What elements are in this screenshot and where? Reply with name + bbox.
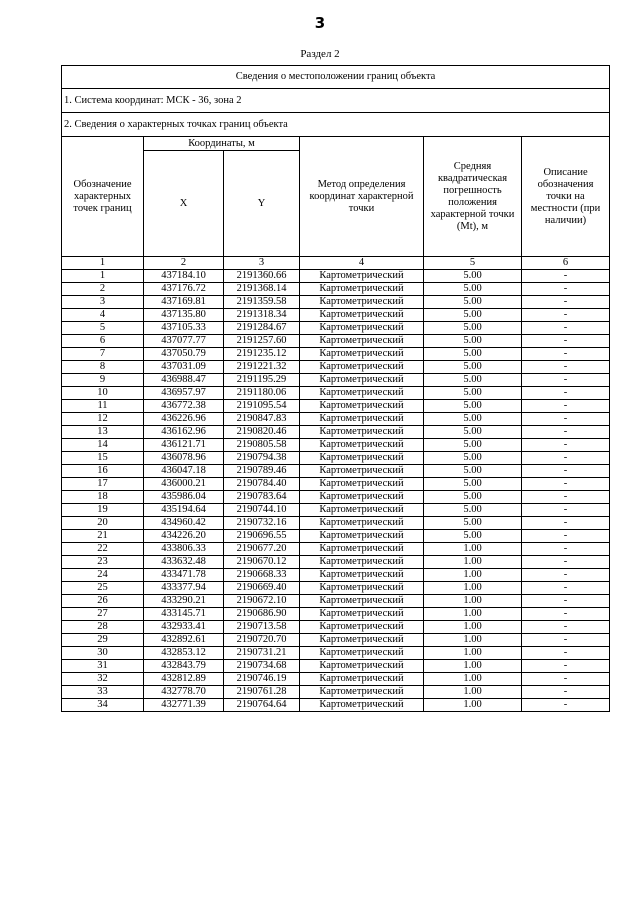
- table-row: [62, 452, 610, 465]
- table-title: Сведения о местоположении границ объекта: [62, 66, 610, 89]
- table-row: [62, 270, 610, 283]
- cell-error: 5.00: [424, 400, 522, 413]
- cell-point: 34: [62, 699, 144, 712]
- table-row: [62, 634, 610, 647]
- section-label: Раздел 2: [300, 48, 340, 60]
- table-row: [62, 686, 610, 699]
- cell-x: 437050.79: [144, 348, 224, 361]
- cell-y: 2190670.12: [224, 556, 300, 569]
- cell-point: 19: [62, 504, 144, 517]
- cell-x: 433806.33: [144, 543, 224, 556]
- cell-method: Картометрический: [300, 452, 424, 465]
- table-row: [62, 621, 610, 634]
- table-row: [62, 504, 610, 517]
- cell-method: Картометрический: [300, 595, 424, 608]
- cell-description: -: [522, 699, 610, 712]
- cell-x: 437176.72: [144, 283, 224, 296]
- cell-method: Картометрический: [300, 530, 424, 543]
- cell-error: 5.00: [424, 504, 522, 517]
- cell-y: 2190713.58: [224, 621, 300, 634]
- cell-error: 5.00: [424, 491, 522, 504]
- cell-error: 5.00: [424, 452, 522, 465]
- cell-y: 2190668.33: [224, 569, 300, 582]
- cell-point: 33: [62, 686, 144, 699]
- table-row: [62, 465, 610, 478]
- cell-description: -: [522, 439, 610, 452]
- table-row: [62, 361, 610, 374]
- cell-y: 2191360.66: [224, 270, 300, 283]
- column-number: 6: [522, 257, 610, 270]
- cell-y: 2190789.46: [224, 465, 300, 478]
- cell-x: 436226.96: [144, 413, 224, 426]
- cell-error: 1.00: [424, 686, 522, 699]
- cell-description: -: [522, 543, 610, 556]
- table-row: [62, 608, 610, 621]
- cell-description: -: [522, 582, 610, 595]
- cell-method: Картометрический: [300, 686, 424, 699]
- cell-point: 2: [62, 283, 144, 296]
- cell-x: 435986.04: [144, 491, 224, 504]
- cell-description: -: [522, 634, 610, 647]
- cell-method: Картометрический: [300, 309, 424, 322]
- cell-error: 5.00: [424, 361, 522, 374]
- cell-method: Картометрический: [300, 335, 424, 348]
- cell-y: 2191195.29: [224, 374, 300, 387]
- table-row: [62, 348, 610, 361]
- cell-method: Картометрический: [300, 296, 424, 309]
- cell-method: Картометрический: [300, 387, 424, 400]
- table-row: [62, 660, 610, 673]
- cell-y: 2191221.32: [224, 361, 300, 374]
- column-number: 4: [300, 257, 424, 270]
- coord-system-row: [62, 89, 610, 113]
- cell-x: 436988.47: [144, 374, 224, 387]
- table-row: [62, 283, 610, 296]
- cell-x: 432771.39: [144, 699, 224, 712]
- column-number: 2: [144, 257, 224, 270]
- cell-description: -: [522, 569, 610, 582]
- table-row: [62, 439, 610, 452]
- cell-y: 2190784.40: [224, 478, 300, 491]
- cell-description: -: [522, 322, 610, 335]
- cell-description: -: [522, 595, 610, 608]
- cell-point: 12: [62, 413, 144, 426]
- cell-method: Картометрический: [300, 283, 424, 296]
- cell-point: 27: [62, 608, 144, 621]
- cell-error: 5.00: [424, 530, 522, 543]
- table-row: [62, 335, 610, 348]
- cell-description: -: [522, 478, 610, 491]
- points-header-row: [62, 113, 610, 137]
- cell-x: 433377.94: [144, 582, 224, 595]
- cell-x: 437169.81: [144, 296, 224, 309]
- cell-point: 26: [62, 595, 144, 608]
- cell-error: 5.00: [424, 348, 522, 361]
- table-row: [62, 296, 610, 309]
- col-method-header: Метод определения координат характерной точки: [300, 137, 424, 257]
- cell-error: 5.00: [424, 478, 522, 491]
- cell-error: 5.00: [424, 439, 522, 452]
- cell-point: 1: [62, 270, 144, 283]
- cell-point: 30: [62, 647, 144, 660]
- cell-point: 11: [62, 400, 144, 413]
- cell-error: 5.00: [424, 465, 522, 478]
- cell-point: 10: [62, 387, 144, 400]
- cell-y: 2190805.58: [224, 439, 300, 452]
- col-description-header: Описание обозначения точки на местности (при наличии): [522, 137, 610, 257]
- cell-x: 437077.77: [144, 335, 224, 348]
- col-coords-group-header: Координаты, м: [144, 137, 300, 151]
- cell-y: 2190847.83: [224, 413, 300, 426]
- cell-x: 432812.89: [144, 673, 224, 686]
- cell-x: 432853.12: [144, 647, 224, 660]
- points-header: 2. Сведения о характерных точках границ объекта: [62, 113, 610, 137]
- cell-description: -: [522, 361, 610, 374]
- cell-x: 437135.80: [144, 309, 224, 322]
- cell-method: Картометрический: [300, 322, 424, 335]
- cell-description: -: [522, 491, 610, 504]
- page-number: 3: [314, 14, 326, 32]
- cell-error: 1.00: [424, 699, 522, 712]
- cell-description: -: [522, 673, 610, 686]
- table-row: [62, 556, 610, 569]
- cell-x: 433632.48: [144, 556, 224, 569]
- cell-method: Картометрический: [300, 465, 424, 478]
- cell-y: 2190686.90: [224, 608, 300, 621]
- column-number: 1: [62, 257, 144, 270]
- table-row: [62, 400, 610, 413]
- cell-x: 436162.96: [144, 426, 224, 439]
- table-row: [62, 374, 610, 387]
- cell-description: -: [522, 335, 610, 348]
- table-title-row: [62, 66, 610, 89]
- cell-point: 29: [62, 634, 144, 647]
- cell-x: 437105.33: [144, 322, 224, 335]
- col-error-header: Средняя квадратическая погрешность положения характерной точки (Mt), м: [424, 137, 522, 257]
- cell-x: 435194.64: [144, 504, 224, 517]
- cell-x: 433145.71: [144, 608, 224, 621]
- cell-y: 2190731.21: [224, 647, 300, 660]
- cell-point: 7: [62, 348, 144, 361]
- cell-y: 2191095.54: [224, 400, 300, 413]
- cell-method: Картометрический: [300, 439, 424, 452]
- cell-description: -: [522, 426, 610, 439]
- cell-error: 1.00: [424, 660, 522, 673]
- cell-method: Картометрический: [300, 608, 424, 621]
- table-row: [62, 322, 610, 335]
- cell-x: 432933.41: [144, 621, 224, 634]
- cell-point: 16: [62, 465, 144, 478]
- cell-error: 5.00: [424, 413, 522, 426]
- cell-y: 2191318.34: [224, 309, 300, 322]
- column-number-row: [62, 257, 610, 270]
- cell-x: 436957.97: [144, 387, 224, 400]
- cell-x: 436121.71: [144, 439, 224, 452]
- cell-y: 2190696.55: [224, 530, 300, 543]
- cell-method: Картометрический: [300, 361, 424, 374]
- cell-point: 24: [62, 569, 144, 582]
- cell-error: 5.00: [424, 283, 522, 296]
- table-row: [62, 517, 610, 530]
- cell-method: Картометрический: [300, 673, 424, 686]
- cell-description: -: [522, 530, 610, 543]
- cell-description: -: [522, 686, 610, 699]
- cell-error: 5.00: [424, 387, 522, 400]
- cell-description: -: [522, 452, 610, 465]
- column-header-row: [62, 137, 610, 151]
- cell-method: Картометрический: [300, 491, 424, 504]
- cell-description: -: [522, 374, 610, 387]
- cell-method: Картометрический: [300, 634, 424, 647]
- cell-point: 31: [62, 660, 144, 673]
- cell-x: 434226.20: [144, 530, 224, 543]
- cell-method: Картометрический: [300, 413, 424, 426]
- cell-x: 436047.18: [144, 465, 224, 478]
- cell-point: 20: [62, 517, 144, 530]
- cell-point: 9: [62, 374, 144, 387]
- cell-y: 2190744.10: [224, 504, 300, 517]
- cell-point: 23: [62, 556, 144, 569]
- cell-point: 17: [62, 478, 144, 491]
- cell-x: 434960.42: [144, 517, 224, 530]
- cell-y: 2190764.64: [224, 699, 300, 712]
- cell-error: 1.00: [424, 608, 522, 621]
- cell-point: 4: [62, 309, 144, 322]
- cell-x: 433471.78: [144, 569, 224, 582]
- cell-method: Картометрический: [300, 699, 424, 712]
- cell-error: 1.00: [424, 543, 522, 556]
- cell-point: 18: [62, 491, 144, 504]
- col-x-header: X: [144, 151, 224, 257]
- col-y-header: Y: [224, 151, 300, 257]
- cell-description: -: [522, 400, 610, 413]
- cell-method: Картометрический: [300, 426, 424, 439]
- cell-description: -: [522, 296, 610, 309]
- cell-error: 5.00: [424, 296, 522, 309]
- coord-system: 1. Система координат: МСК - 36, зона 2: [62, 89, 610, 113]
- cell-description: -: [522, 413, 610, 426]
- cell-y: 2191284.67: [224, 322, 300, 335]
- cell-method: Картометрический: [300, 374, 424, 387]
- cell-point: 14: [62, 439, 144, 452]
- cell-point: 13: [62, 426, 144, 439]
- cell-error: 5.00: [424, 270, 522, 283]
- cell-error: 5.00: [424, 426, 522, 439]
- cell-point: 25: [62, 582, 144, 595]
- cell-method: Картометрический: [300, 569, 424, 582]
- cell-y: 2190794.38: [224, 452, 300, 465]
- cell-point: 5: [62, 322, 144, 335]
- cell-y: 2190669.40: [224, 582, 300, 595]
- col-point-header: Обозначение характерных точек границ: [62, 137, 144, 257]
- cell-x: 432892.61: [144, 634, 224, 647]
- cell-description: -: [522, 608, 610, 621]
- cell-x: 433290.21: [144, 595, 224, 608]
- cell-point: 32: [62, 673, 144, 686]
- cell-error: 5.00: [424, 335, 522, 348]
- cell-y: 2190746.19: [224, 673, 300, 686]
- cell-error: 1.00: [424, 556, 522, 569]
- cell-method: Картометрический: [300, 543, 424, 556]
- cell-description: -: [522, 517, 610, 530]
- cell-error: 1.00: [424, 595, 522, 608]
- table-row: [62, 673, 610, 686]
- cell-y: 2190783.64: [224, 491, 300, 504]
- table-row: [62, 309, 610, 322]
- table-row: [62, 699, 610, 712]
- cell-y: 2190672.10: [224, 595, 300, 608]
- cell-y: 2190732.16: [224, 517, 300, 530]
- cell-error: 1.00: [424, 647, 522, 660]
- cell-x: 436078.96: [144, 452, 224, 465]
- table-row: [62, 426, 610, 439]
- table-row: [62, 413, 610, 426]
- cell-description: -: [522, 621, 610, 634]
- cell-description: -: [522, 556, 610, 569]
- cell-error: 5.00: [424, 517, 522, 530]
- cell-x: 437184.10: [144, 270, 224, 283]
- cell-error: 5.00: [424, 309, 522, 322]
- cell-x: 436772.38: [144, 400, 224, 413]
- cell-y: 2191235.12: [224, 348, 300, 361]
- cell-point: 28: [62, 621, 144, 634]
- cell-description: -: [522, 283, 610, 296]
- cell-description: -: [522, 309, 610, 322]
- cell-method: Картометрический: [300, 400, 424, 413]
- boundary-points-table: [61, 65, 610, 712]
- cell-description: -: [522, 647, 610, 660]
- cell-description: -: [522, 270, 610, 283]
- cell-y: 2191368.14: [224, 283, 300, 296]
- cell-y: 2190734.68: [224, 660, 300, 673]
- cell-method: Картометрический: [300, 582, 424, 595]
- cell-point: 22: [62, 543, 144, 556]
- cell-error: 1.00: [424, 582, 522, 595]
- cell-point: 8: [62, 361, 144, 374]
- cell-point: 6: [62, 335, 144, 348]
- cell-method: Картометрический: [300, 621, 424, 634]
- table-row: [62, 569, 610, 582]
- cell-method: Картометрический: [300, 647, 424, 660]
- table-row: [62, 387, 610, 400]
- cell-y: 2191359.58: [224, 296, 300, 309]
- cell-y: 2191257.60: [224, 335, 300, 348]
- cell-y: 2191180.06: [224, 387, 300, 400]
- cell-method: Картометрический: [300, 556, 424, 569]
- cell-error: 5.00: [424, 374, 522, 387]
- cell-point: 3: [62, 296, 144, 309]
- cell-x: 432843.79: [144, 660, 224, 673]
- cell-error: 5.00: [424, 322, 522, 335]
- cell-method: Картометрический: [300, 478, 424, 491]
- cell-x: 436000.21: [144, 478, 224, 491]
- cell-x: 432778.70: [144, 686, 224, 699]
- table-row: [62, 595, 610, 608]
- cell-method: Картометрический: [300, 270, 424, 283]
- cell-method: Картометрический: [300, 504, 424, 517]
- column-number: 3: [224, 257, 300, 270]
- cell-y: 2190820.46: [224, 426, 300, 439]
- cell-x: 437031.09: [144, 361, 224, 374]
- table-row: [62, 543, 610, 556]
- table-row: [62, 491, 610, 504]
- cell-y: 2190720.70: [224, 634, 300, 647]
- cell-point: 21: [62, 530, 144, 543]
- cell-method: Картометрический: [300, 348, 424, 361]
- cell-description: -: [522, 348, 610, 361]
- cell-method: Картометрический: [300, 660, 424, 673]
- cell-error: 1.00: [424, 621, 522, 634]
- column-number: 5: [424, 257, 522, 270]
- cell-method: Картометрический: [300, 517, 424, 530]
- cell-description: -: [522, 660, 610, 673]
- table-row: [62, 582, 610, 595]
- cell-description: -: [522, 504, 610, 517]
- table-row: [62, 478, 610, 491]
- table-row: [62, 530, 610, 543]
- cell-description: -: [522, 387, 610, 400]
- cell-error: 1.00: [424, 569, 522, 582]
- cell-y: 2190677.20: [224, 543, 300, 556]
- cell-error: 1.00: [424, 673, 522, 686]
- table-row: [62, 647, 610, 660]
- cell-error: 1.00: [424, 634, 522, 647]
- cell-y: 2190761.28: [224, 686, 300, 699]
- cell-description: -: [522, 465, 610, 478]
- cell-point: 15: [62, 452, 144, 465]
